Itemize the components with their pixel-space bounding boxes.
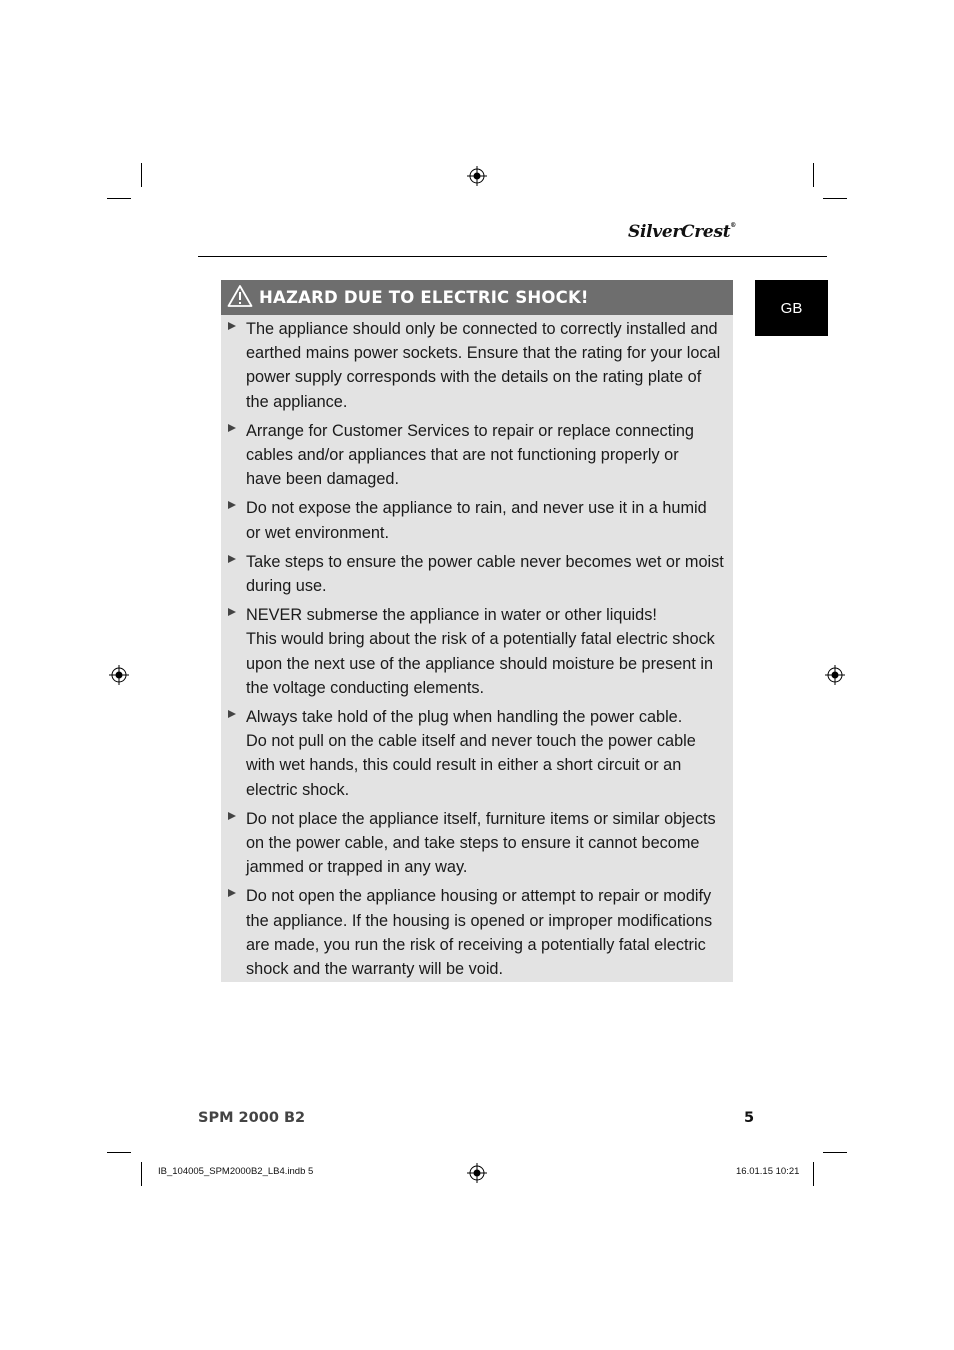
arrow-bullet-icon bbox=[228, 322, 236, 330]
list-item-line: Do not pull on the cable itself and never touch the power cable bbox=[246, 732, 696, 751]
crop-mark-bottom-left-v bbox=[141, 1162, 142, 1186]
list-item-line: NEVER submerse the appliance in water or other liquids! bbox=[246, 606, 657, 625]
brand-registered-mark: ® bbox=[730, 222, 736, 229]
list-item-line: the appliance. bbox=[246, 392, 348, 411]
language-tab bbox=[755, 280, 828, 336]
arrow-bullet-icon bbox=[228, 710, 236, 718]
list-item-line: Arrange for Customer Services to repair or replace connecting bbox=[246, 421, 694, 440]
registration-mark-icon bbox=[109, 665, 129, 685]
list-item-line: on the power cable, and take steps to ensure it cannot become bbox=[246, 834, 700, 853]
crop-mark-bottom-left-h bbox=[107, 1152, 131, 1153]
model-number: SPM 2000 B2 bbox=[198, 1110, 306, 1126]
list-item-line: with wet hands, this could result in either a short circuit or an bbox=[246, 756, 682, 775]
arrow-bullet-icon bbox=[228, 889, 236, 897]
hazard-warning-header bbox=[221, 280, 733, 315]
list-item-line: shock and the warranty will be void. bbox=[246, 960, 504, 979]
print-slug-file: IB_104005_SPM2000B2_LB4.indb 5 bbox=[158, 1166, 314, 1177]
list-item bbox=[221, 603, 733, 700]
list-item-line: Take steps to ensure the power cable never becomes wet or moist bbox=[246, 552, 724, 571]
arrow-bullet-icon bbox=[228, 501, 236, 509]
list-item-line: electric shock. bbox=[246, 780, 350, 799]
list-item-line: are made, you run the risk of receiving a potentially fatal electric bbox=[246, 935, 706, 954]
list-item-line: This would bring about the risk of a potentially fatal electric shock bbox=[246, 630, 715, 649]
print-slug-date: 16.01.15 10:21 bbox=[736, 1166, 800, 1177]
list-item-line: power supply corresponds with the details on the rating plate of bbox=[246, 368, 702, 387]
registration-mark-icon bbox=[467, 166, 487, 186]
brand-logo bbox=[628, 222, 756, 248]
registration-mark-icon bbox=[467, 1163, 487, 1183]
header-rule bbox=[198, 256, 827, 257]
brand-logo-text: SilverCrest bbox=[628, 222, 731, 242]
list-item bbox=[221, 705, 733, 802]
list-item-line: cables and/or appliances that are not functioning properly or bbox=[246, 446, 679, 465]
list-item-line: upon the next use of the appliance should moisture be present in bbox=[246, 654, 714, 673]
list-item bbox=[221, 807, 733, 880]
list-item-line: The appliance should only be connected to correctly installed and bbox=[246, 320, 718, 338]
list-item-line: Do not open the appliance housing or attempt to repair or modify bbox=[246, 887, 712, 906]
crop-mark-top-left-h bbox=[107, 198, 131, 199]
hazard-warning-list bbox=[221, 317, 733, 986]
list-item-line: the appliance. If the housing is opened or improper modifications bbox=[246, 911, 713, 930]
list-item-line: or wet environment. bbox=[246, 523, 389, 542]
crop-mark-top-right-h bbox=[823, 198, 847, 199]
language-tab-label: GB bbox=[780, 299, 803, 317]
page-number: 5 bbox=[744, 1110, 755, 1126]
crop-mark-bottom-right-h bbox=[823, 1152, 847, 1153]
list-item-line: Always take hold of the plug when handling the power cable. bbox=[246, 708, 683, 727]
list-item-line: Do not place the appliance itself, furniture items or similar objects bbox=[246, 809, 716, 828]
list-item bbox=[221, 884, 733, 981]
registration-mark-icon bbox=[825, 665, 845, 685]
list-item-line: have been damaged. bbox=[246, 470, 399, 489]
crop-mark-bottom-right-v bbox=[813, 1162, 814, 1186]
list-item bbox=[221, 419, 733, 492]
arrow-bullet-icon bbox=[228, 812, 236, 820]
arrow-bullet-icon bbox=[228, 555, 236, 563]
crop-mark-top-right-v bbox=[813, 163, 814, 187]
arrow-bullet-icon bbox=[228, 424, 236, 432]
list-item-line: jammed or trapped in any way. bbox=[246, 858, 468, 877]
list-item bbox=[221, 317, 733, 414]
warning-triangle-icon bbox=[227, 284, 253, 308]
list-item-line: during use. bbox=[246, 577, 327, 596]
crop-mark-top-left-v bbox=[141, 163, 142, 187]
arrow-bullet-icon bbox=[228, 608, 236, 616]
hazard-warning-box bbox=[221, 280, 733, 982]
list-item-line: earthed mains power sockets. Ensure that the rating for your local bbox=[246, 344, 721, 363]
list-item-line: the voltage conducting elements. bbox=[246, 678, 485, 697]
hazard-warning-title: HAZARD DUE TO ELECTRIC SHOCK! bbox=[259, 288, 589, 307]
list-item-line: Do not expose the appliance to rain, and never use it in a humid bbox=[246, 499, 707, 518]
list-item bbox=[221, 550, 733, 598]
list-item bbox=[221, 496, 733, 544]
